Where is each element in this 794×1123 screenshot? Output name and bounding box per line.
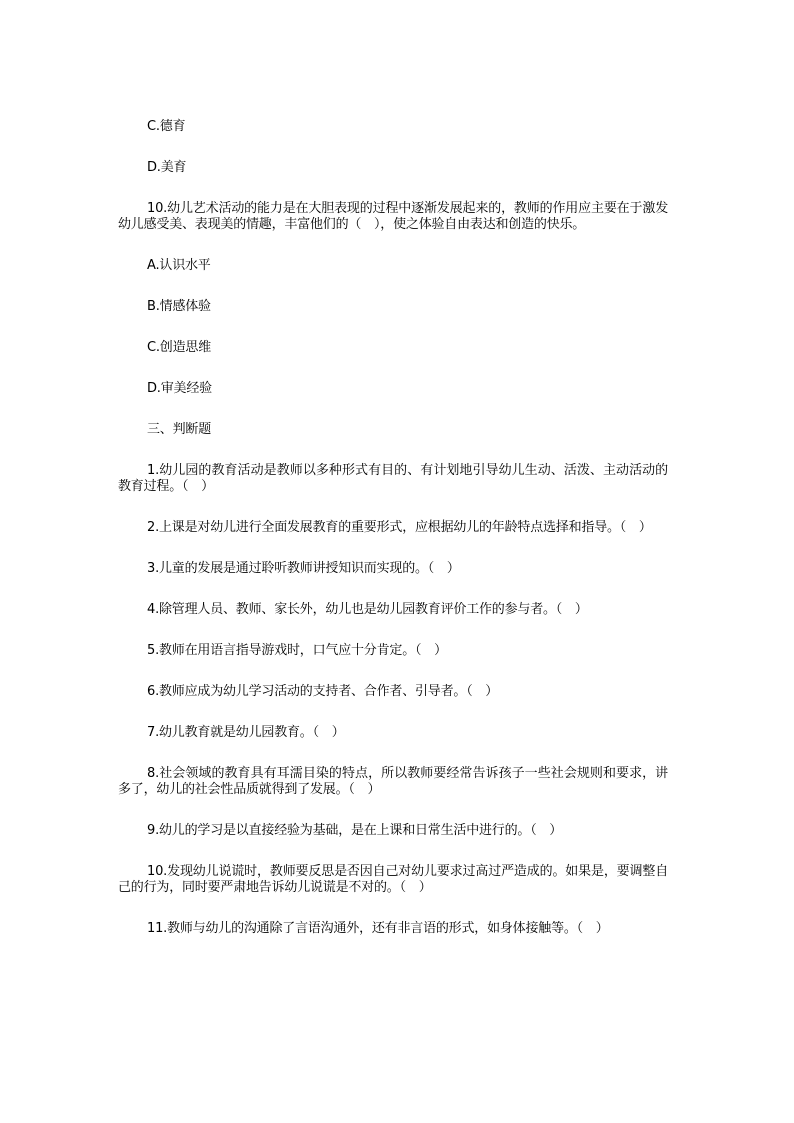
tf-question-4: 4.除管理人员、教师、家长外，幼儿也是幼儿园教育评价工作的参与者。（ ）	[147, 602, 588, 617]
tf-question-6: 6.教师应成为幼儿学习活动的支持者、合作者、引导者。（ ）	[147, 684, 499, 699]
tf-question-2: 2.上课是对幼儿进行全面发展教育的重要形式，应根据幼儿的年龄特点选择和指导。（ ）	[147, 520, 652, 535]
tf-question-3: 3.儿童的发展是通过聆听教师讲授知识而实现的。（ ）	[147, 561, 460, 576]
tf-question-7: 7.幼儿教育就是幼儿园教育。（ ）	[147, 725, 345, 740]
tf-question-9: 9.幼儿的学习是以直接经验为基础，是在上课和日常生活中进行的。（ ）	[147, 823, 563, 838]
option-c: C.创造思维	[147, 340, 212, 355]
option-b: B.情感体验	[147, 299, 211, 314]
tf-question-10: 10.发现幼儿说谎时，教师要反思是否因自己对幼儿要求过高过严造成的。如果是，要调整自己的行为，同时要严肃地告诉幼儿说谎是不对的。（ ）	[118, 864, 668, 895]
option-a: A.认识水平	[147, 258, 211, 273]
option-d: D.审美经验	[147, 381, 212, 396]
document-page	[118, 119, 668, 962]
section-heading-true-false: 三、判断题	[147, 422, 212, 437]
question-10-art-activity: 10.幼儿艺术活动的能力是在大胆表现的过程中逐渐发展起来的，教师的作用应主要在于激发幼儿感受美、表现美的情趣，丰富他们的（ ），使之体验自由表达和创造的快乐。	[118, 201, 668, 232]
tf-question-11: 11.教师与幼儿的沟通除了言语沟通外，还有非言语的形式，如身体接触等。（ ）	[147, 921, 609, 936]
tf-question-8: 8.社会领域的教育具有耳濡目染的特点，所以教师要经常告诉孩子一些社会规则和要求，讲多了，幼儿的社会性品质就得到了发展。（ ）	[118, 766, 668, 797]
option-c-moral-education: C.德育	[147, 119, 186, 134]
tf-question-5: 5.教师在用语言指导游戏时，口气应十分肯定。（ ）	[147, 643, 447, 658]
tf-question-1: 1.幼儿园的教育活动是教师以多种形式有目的、有计划地引导幼儿生动、活泼、主动活动的教育过程。（ ）	[118, 463, 668, 494]
option-d-aesthetic-education: D.美育	[147, 160, 187, 175]
